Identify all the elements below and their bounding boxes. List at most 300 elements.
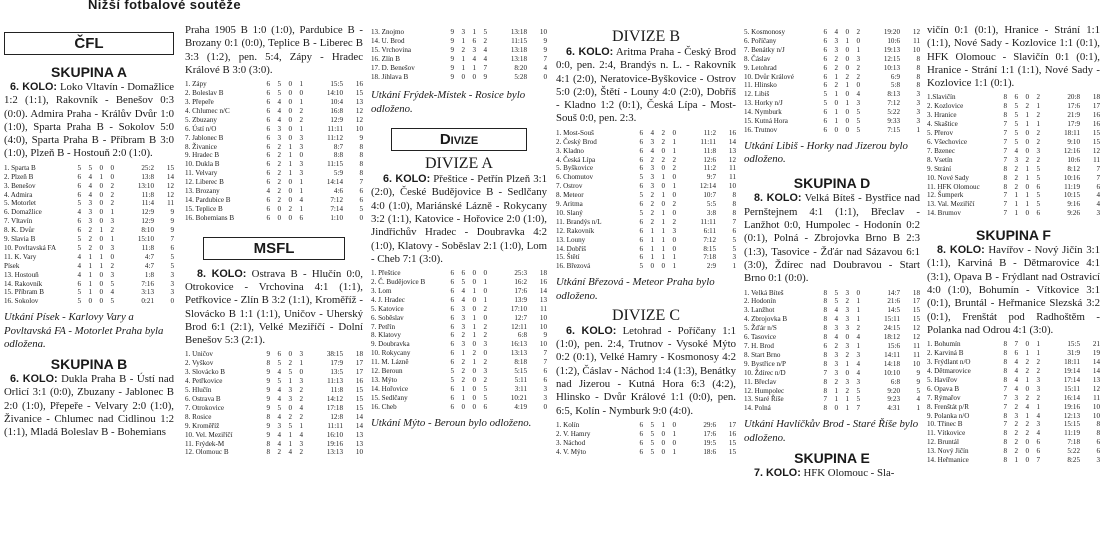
team-name: 5. Žďár n/S [744, 324, 777, 333]
points: 4 [1096, 191, 1100, 200]
team-name: 3. Kladno [556, 146, 584, 155]
table-row [556, 245, 736, 254]
stat-cell: 2 [277, 160, 281, 169]
stat-cell: 2 [834, 341, 838, 350]
team-name: 10. Dvůr Králové [744, 72, 794, 81]
score: 1:8 [144, 270, 154, 279]
table-row [371, 287, 547, 296]
stat-cell: 1 [672, 429, 676, 438]
stat-cell: 6 [77, 181, 81, 190]
stat-cell: 4 [1036, 429, 1040, 438]
stat-cell: 7 [1003, 191, 1007, 200]
stat-cell: 2 [461, 358, 465, 367]
score: 10:6 [887, 36, 900, 45]
team-name: 15. Štětí [556, 253, 580, 262]
skupina-d-note: Utkání Havlíčkův Brod - Staré Říše bylo odloženo. [744, 418, 919, 444]
team-name: 10. Nové Sady [927, 173, 969, 182]
skupina-e-report: 7. KOLO: HFK Olomouc - Sla- [754, 466, 895, 479]
stat-cell: 6 [461, 269, 465, 278]
points: 12 [355, 106, 363, 115]
skupina-e-table [927, 93, 1100, 218]
table-row [4, 191, 174, 200]
table-row [927, 376, 1100, 385]
stat-cell: 4 [834, 28, 838, 36]
team-name: 11. K. Vary [4, 252, 37, 261]
stat-cell: 5 [856, 117, 860, 126]
stat-cell: 4 [277, 386, 281, 395]
table-row [927, 358, 1100, 367]
stat-cell: 7 [1003, 138, 1007, 147]
stat-cell: 1 [472, 63, 476, 72]
stat-cell: 2 [1036, 93, 1040, 102]
stat-cell: 0 [1025, 138, 1029, 147]
stat-cell: 3 [1036, 375, 1040, 384]
stat-cell: 1 [88, 288, 92, 297]
team-name: 14. Rakovník [4, 279, 43, 288]
stat-cell: 0 [472, 402, 476, 411]
stat-cell: 0 [288, 178, 292, 187]
score: 8:25 [1067, 456, 1080, 465]
stat-cell: 4 [1025, 402, 1029, 411]
score: 31:9 [1067, 349, 1080, 358]
stat-cell: 0 [88, 297, 92, 306]
score: 8:20 [514, 63, 527, 72]
score: 13:5 [330, 368, 343, 377]
stat-cell: 1 [483, 295, 487, 304]
points: 3 [916, 99, 920, 108]
stat-cell: 5 [1014, 111, 1018, 120]
stat-cell: 8 [1003, 340, 1007, 349]
stat-cell: 6 [450, 304, 454, 313]
team-name: 7. Rýmařov [927, 393, 961, 402]
team-name: 9. Hradec B [185, 151, 220, 160]
stat-cell: 2 [834, 81, 838, 90]
team-name: 8. Start Brno [744, 350, 781, 359]
stat-cell: 2 [483, 331, 487, 340]
score: 11:8 [703, 146, 716, 155]
points: 3 [543, 393, 547, 402]
stat-cell: 0 [288, 195, 292, 204]
points: 8 [1096, 429, 1100, 438]
table-row [744, 37, 920, 46]
divize-b-report: 6. KOLO: Aritma Praha - Český Brod 0:0, pen. 2:4, Brandýs n. L. - Rakovník 4:1 (2:0), Neratovice-Byškovice - Ostrov 5:0 (2:0), Štětí - Louny 4:0 (2:0), Dobříš - Kladno 1:2 (0:1), Česká Lípa - Most-Souš 0:0, pen. 2:3. [556, 46, 736, 125]
points: 13 [355, 98, 363, 106]
team-name: 6. Ostrava B [185, 395, 221, 403]
stat-cell: 6 [639, 137, 643, 146]
stat-cell: 2 [299, 106, 303, 115]
stat-cell: 5 [856, 125, 860, 134]
stat-cell: 5 [639, 208, 643, 217]
stat-cell: 0 [845, 333, 849, 342]
score: 14:11 [884, 350, 900, 359]
table-row [371, 394, 547, 403]
table-row [4, 297, 174, 306]
score: 15:11 [1064, 384, 1080, 393]
stat-cell: 8 [1003, 111, 1007, 120]
points: 9 [359, 133, 363, 142]
table-row [927, 200, 1100, 209]
points: 5 [732, 244, 736, 253]
stat-cell: 3 [277, 133, 281, 142]
points: 12 [728, 155, 736, 164]
points: 17 [1092, 102, 1100, 111]
points: 3 [1096, 209, 1100, 218]
points: 9 [916, 377, 920, 386]
stat-cell: 8 [1003, 375, 1007, 384]
divize-c-title: DIVIZE C [612, 306, 680, 324]
stat-cell: 3 [88, 199, 92, 208]
score: 5:5 [706, 200, 716, 209]
stat-cell: 1 [1036, 102, 1040, 111]
stat-cell: 6 [77, 217, 81, 226]
stat-cell: 7 [1003, 402, 1007, 411]
stat-cell: 4 [856, 90, 860, 99]
stat-cell: 1 [99, 226, 103, 235]
stat-cell: 6 [639, 253, 643, 262]
stat-cell: 6 [77, 279, 81, 288]
stat-cell: 2 [672, 217, 676, 226]
stat-cell: 1 [99, 252, 103, 261]
table-row [185, 413, 363, 422]
stat-cell: 3 [834, 45, 838, 54]
table-row [371, 358, 547, 367]
stat-cell: 2 [650, 217, 654, 226]
stat-cell: 6 [450, 402, 454, 411]
stat-cell: 4 [266, 187, 270, 196]
score: 11:8 [141, 243, 154, 252]
stat-cell: 4 [277, 115, 281, 124]
stat-cell: 1 [299, 421, 303, 430]
points: 14 [1092, 366, 1100, 375]
stat-cell: 4 [472, 54, 476, 63]
stat-cell: 2 [650, 208, 654, 217]
table-row [556, 253, 736, 262]
points: 10 [539, 340, 547, 349]
score: 7:12 [330, 195, 343, 204]
stat-cell: 0 [472, 269, 476, 278]
points: 9 [543, 331, 547, 340]
stat-cell: 8 [1003, 358, 1007, 367]
points: 5 [170, 261, 174, 270]
team-name: 11. HFK Olomouc [927, 182, 980, 191]
table-row [185, 404, 363, 413]
score: 18:11 [1064, 358, 1080, 367]
stat-cell: 0 [672, 235, 676, 244]
skupina-a-title: SKUPINA A [51, 64, 127, 80]
table-row [744, 99, 920, 108]
score: 14:18 [883, 359, 900, 368]
skupina-f-report: 8. KOLO: Havířov - Nový Jičín 3:1 (1:1), Karviná B - Dětmarovice 4:1 (3:1), Opava B - Frýdlant nad Ostravicí 4:0 (1:0), Bohumín - Vítkovice 3:1 (0:1), Bruntál - Heřmanice Slezská 3:2 (0:1), Frenštát pod Radhoštěm - Polanka nad Odrou 4:1 (3:0). [927, 244, 1100, 336]
stat-cell: 1 [461, 393, 465, 402]
stat-cell: 2 [88, 226, 92, 235]
stat-cell: 2 [483, 322, 487, 331]
points: 10 [912, 45, 920, 54]
stat-cell: 0 [1025, 129, 1029, 138]
points: 3 [916, 117, 920, 126]
score: 16:13 [510, 340, 527, 349]
score: 3:8 [706, 208, 716, 217]
stat-cell: 0 [1025, 438, 1029, 447]
table-row [744, 351, 920, 360]
stat-cell: 6 [639, 164, 643, 173]
table-row [744, 369, 920, 378]
score: 15:5 [330, 80, 343, 89]
points: 15 [728, 438, 736, 447]
score: 12:7 [514, 313, 527, 322]
column-4 [556, 8, 736, 549]
stat-cell: 4 [77, 261, 81, 270]
stat-cell: 1 [99, 261, 103, 270]
stat-cell: 9 [266, 395, 270, 403]
stat-cell: 0 [472, 367, 476, 376]
msfl-table-cont [371, 28, 547, 81]
table-row [371, 28, 547, 37]
divize-b-table [556, 129, 736, 272]
stat-cell: 3 [845, 306, 849, 315]
table-row [185, 395, 363, 404]
stat-cell: 0 [1025, 93, 1029, 102]
stat-cell: 1 [672, 182, 676, 191]
score: 17:6 [703, 429, 716, 438]
stat-cell: 4 [461, 286, 465, 295]
stat-cell: 5 [823, 90, 827, 99]
stat-cell: 1 [461, 63, 465, 72]
table-row [556, 236, 736, 245]
table-row [4, 199, 174, 208]
table-row [744, 324, 920, 333]
points: 17 [355, 359, 363, 368]
score: 17:9 [1067, 120, 1080, 129]
team-name: 16. Sokolov [4, 297, 39, 306]
score: 18:12 [883, 333, 900, 342]
stat-cell: 6 [823, 72, 827, 81]
stat-cell: 0 [845, 54, 849, 63]
stat-cell: 6 [277, 350, 281, 359]
table-row [371, 73, 547, 82]
points: 8 [1096, 420, 1100, 429]
points: 6 [359, 195, 363, 204]
team-name: 5. Přerov [927, 129, 954, 138]
stat-cell: 1 [661, 208, 665, 217]
stat-cell: 1 [1036, 349, 1040, 358]
stat-cell: 1 [672, 447, 676, 456]
stat-cell: 2 [1025, 429, 1029, 438]
team-name: 12. Bruntál [927, 438, 959, 447]
stat-cell: 0 [277, 213, 281, 222]
table-row [927, 183, 1100, 192]
stat-cell: 8 [823, 404, 827, 413]
stat-cell: 5 [77, 243, 81, 252]
divize-a-title: DIVIZE A [425, 155, 493, 173]
score: 4:7 [144, 261, 154, 270]
stat-cell: 5 [639, 262, 643, 271]
table-row [744, 297, 920, 306]
stat-cell: 5 [483, 393, 487, 402]
points: 16 [728, 429, 736, 438]
stat-cell: 0 [472, 340, 476, 349]
stat-cell: 6 [450, 295, 454, 304]
stat-cell: 0 [845, 368, 849, 377]
stat-cell: 0 [288, 106, 292, 115]
stat-cell: 8 [1003, 173, 1007, 182]
column-6 [927, 8, 1100, 549]
stat-cell: 5 [1014, 102, 1018, 111]
stat-cell: 4 [1036, 411, 1040, 420]
stat-cell: 1 [1014, 200, 1018, 209]
stat-cell: 6 [450, 278, 454, 287]
stat-cell: 2 [845, 297, 849, 306]
stat-cell: 0 [1025, 340, 1029, 349]
team-name: 8. Frenštát p/R [927, 402, 969, 411]
stat-cell: 1 [1025, 120, 1029, 129]
stat-cell: 0 [856, 288, 860, 297]
stat-cell: 5 [77, 163, 81, 172]
stat-cell: 8 [1003, 182, 1007, 191]
table-row [927, 93, 1100, 102]
stat-cell: 6 [823, 54, 827, 63]
page-title: Nižší fotbalové soutěže [88, 0, 241, 12]
stat-cell: 2 [856, 324, 860, 333]
table-row [556, 164, 736, 173]
stat-cell: 4 [110, 288, 114, 297]
points: 5 [170, 252, 174, 261]
stat-cell: 1 [288, 160, 292, 169]
stat-cell: 3 [299, 169, 303, 178]
stat-cell: 5 [639, 173, 643, 182]
stat-cell: 6 [1036, 209, 1040, 218]
stat-cell: 0 [483, 349, 487, 358]
stat-cell: 3 [483, 367, 487, 376]
stat-cell: 0 [672, 208, 676, 217]
score: 11:19 [1064, 429, 1080, 438]
score: 11:11 [327, 421, 343, 430]
stat-cell: 2 [288, 412, 292, 421]
score: 8:7 [333, 142, 343, 151]
stat-cell: 6 [266, 98, 270, 106]
team-name: 12. Šumperk [927, 191, 964, 200]
score: 9:10 [1067, 138, 1080, 147]
table-row [4, 164, 174, 173]
stat-cell: 6 [450, 331, 454, 340]
points: 13 [728, 146, 736, 155]
stat-cell: 1 [834, 386, 838, 395]
table-row [371, 376, 547, 385]
stat-cell: 0 [99, 279, 103, 288]
points: 12 [912, 28, 920, 36]
points: 10 [1092, 411, 1100, 420]
points: 9 [543, 36, 547, 45]
stat-cell: 6 [450, 313, 454, 322]
team-name: 6. Ústí n/O [185, 124, 217, 133]
team-name: 15. Sedlčany [371, 393, 408, 402]
points: 0 [543, 72, 547, 81]
stat-cell: 2 [1014, 402, 1018, 411]
stat-cell: 2 [110, 261, 114, 270]
table-row [4, 226, 174, 235]
stat-cell: 3 [1036, 146, 1040, 155]
table-row [927, 394, 1100, 403]
points: 16 [1092, 111, 1100, 120]
skupina-a-report: 6. KOLO: Loko Vltavín - Domažlice 1:2 (1:1), Rakovník - Benešov 0:3 (0:0). Admira Praha - Králův Dvůr 1:0 (1:0), Sparta Praha B - Sokolov 5:0 (4:0), Sparta Praha B - Příbram B 3:0 (1:0), Plzeň B - Hostouň 2:0 (1:0). [4, 81, 174, 160]
stat-cell: 8 [823, 333, 827, 342]
stat-cell: 7 [823, 368, 827, 377]
team-name: 7. Vltavín [4, 217, 33, 226]
stat-cell: 7 [823, 395, 827, 404]
stat-cell: 0 [288, 213, 292, 222]
stat-cell: 8 [1003, 447, 1007, 456]
points: 1 [732, 262, 736, 271]
team-name: 18. Jihlava B [371, 72, 409, 81]
table-row [556, 439, 736, 448]
stat-cell: 8 [823, 386, 827, 395]
table-row [744, 333, 920, 342]
stat-cell: 6 [266, 160, 270, 169]
team-name: 2. Plzeň B [4, 172, 34, 181]
points: 14 [355, 421, 363, 430]
team-name: 5. Motorlet [4, 199, 36, 208]
stat-cell: 1 [661, 226, 665, 235]
score: 5:11 [514, 375, 527, 384]
stat-cell: 3 [856, 377, 860, 386]
points: 10 [912, 359, 920, 368]
team-name: 3. Přepeře [185, 98, 214, 106]
team-name: 1. Sparta B [4, 163, 36, 172]
points: 3 [170, 270, 174, 279]
table-row [371, 46, 547, 55]
column-5 [744, 8, 920, 549]
stat-cell: 4 [277, 412, 281, 421]
stat-cell: 0 [99, 181, 103, 190]
stat-cell: 7 [483, 63, 487, 72]
stat-cell: 3 [88, 208, 92, 217]
points: 16 [539, 278, 547, 287]
team-name: 15. Teplice B [185, 204, 223, 213]
team-name: 2. Boleslav B [185, 89, 224, 98]
table-row [556, 129, 736, 138]
table-row [927, 349, 1100, 358]
table-row [371, 403, 547, 412]
stat-cell: 1 [856, 45, 860, 54]
score: 4:19 [514, 402, 527, 411]
team-name: 10. Třinec B [927, 420, 963, 429]
stat-cell: 9 [266, 368, 270, 377]
stat-cell: 2 [277, 195, 281, 204]
stat-cell: 3 [88, 217, 92, 226]
team-name: 13. Staré Říše [744, 395, 784, 404]
stat-cell: 0 [299, 151, 303, 160]
team-name: 4. Česká Lípa [556, 155, 596, 164]
team-name: 16. Březová [556, 262, 591, 271]
skupina-e-report-cont: vičín 0:1 (0:1), Hranice - Strání 1:1 (1:1), Nové Sady - Kozlovice 1:1 (0:1), HFK Olomouc - Slavičín 0:1 (0:1), Hranice - Strání 1:1 (1:1), Nové Sady - Kozlovice 1:1 (0:1). [927, 24, 1100, 90]
points: 6 [170, 243, 174, 252]
stat-cell: 5 [277, 80, 281, 89]
stat-cell: 2 [483, 375, 487, 384]
stat-cell: 8 [1003, 456, 1007, 465]
points: 4 [916, 395, 920, 404]
points: 13 [1092, 375, 1100, 384]
points: 12 [355, 115, 363, 124]
table-row [185, 80, 363, 89]
stat-cell: 1 [845, 395, 849, 404]
team-name: 1. Přeštice [371, 269, 401, 278]
team-name: 15. Příbram B [4, 288, 44, 297]
score: 17:18 [326, 403, 343, 412]
score: 9:26 [1067, 209, 1080, 218]
points: 14 [1092, 358, 1100, 367]
stat-cell: 0 [99, 190, 103, 199]
table-row [927, 156, 1100, 165]
table-row [744, 55, 920, 64]
